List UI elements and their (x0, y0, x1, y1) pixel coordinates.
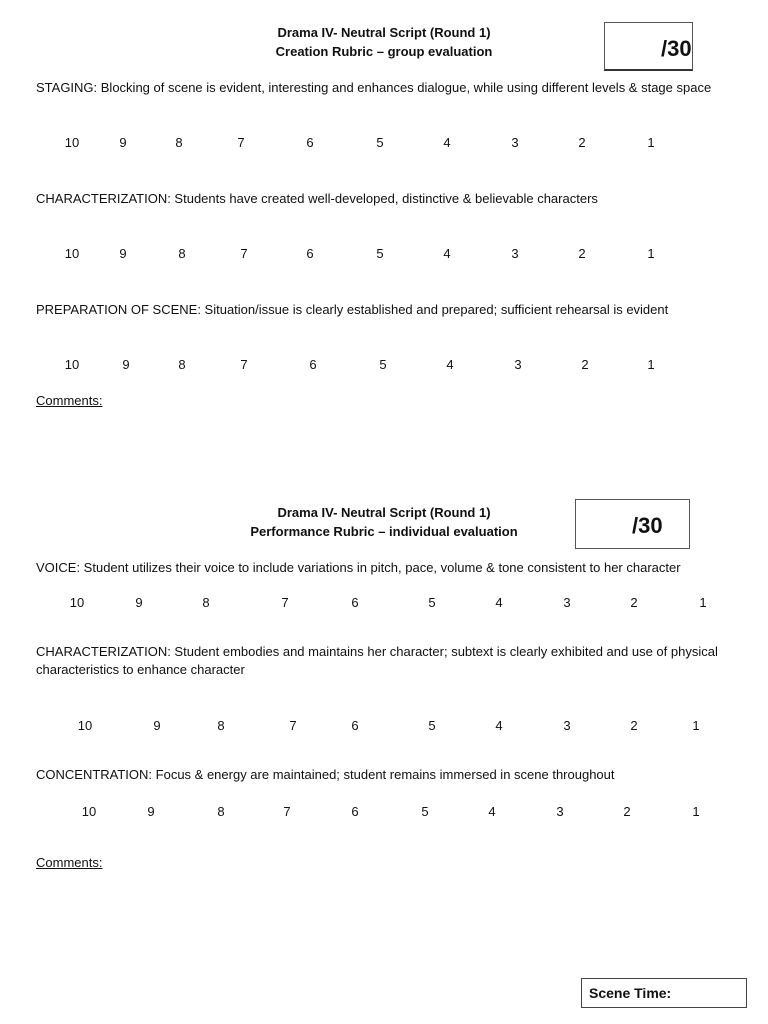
score-option-3[interactable]: 3 (511, 135, 519, 150)
score-option-7[interactable]: 7 (289, 718, 297, 733)
score-option-6[interactable]: 6 (306, 246, 314, 261)
score-option-10[interactable]: 10 (64, 246, 80, 261)
score-option-4[interactable]: 4 (495, 718, 503, 733)
score-option-7[interactable]: 7 (283, 804, 291, 819)
score-option-3[interactable]: 3 (514, 357, 522, 372)
score-option-6[interactable]: 6 (351, 595, 359, 610)
score-option-2[interactable]: 2 (630, 595, 638, 610)
score-option-1[interactable]: 1 (692, 804, 700, 819)
score-option-6[interactable]: 6 (351, 804, 359, 819)
score-option-10[interactable]: 10 (64, 357, 80, 372)
performance-comments-label: Comments: (36, 855, 103, 870)
score-option-6[interactable]: 6 (351, 718, 359, 733)
creation-scale-staging (0, 134, 768, 152)
performance-scale-concentration (0, 803, 768, 821)
score-option-2[interactable]: 2 (578, 246, 586, 261)
score-option-5[interactable]: 5 (376, 135, 384, 150)
creation-scale-characterization (0, 245, 768, 263)
score-option-1[interactable]: 1 (647, 357, 655, 372)
creation-comments-label: Comments: (36, 393, 103, 408)
score-option-9[interactable]: 9 (119, 246, 127, 261)
score-option-10[interactable]: 10 (77, 718, 93, 733)
score-option-8[interactable]: 8 (175, 135, 183, 150)
score-option-6[interactable]: 6 (306, 135, 314, 150)
creation-title-line1: Drama IV- Neutral Script (Round 1) (277, 25, 491, 40)
score-option-9[interactable]: 9 (147, 804, 155, 819)
scene-time-label: Scene Time: (589, 985, 672, 1001)
creation-criterion-characterization: CHARACTERIZATION: Students have created well-developed, distinctive & believable characters (36, 191, 598, 206)
score-option-3[interactable]: 3 (556, 804, 564, 819)
score-option-4[interactable]: 4 (443, 135, 451, 150)
score-option-10[interactable]: 10 (81, 804, 97, 819)
creation-criterion-staging: STAGING: Blocking of scene is evident, interesting and enhances dialogue, while using different levels & stage space (36, 80, 712, 95)
score-option-2[interactable]: 2 (630, 718, 638, 733)
score-option-5[interactable]: 5 (428, 718, 436, 733)
score-option-8[interactable]: 8 (178, 246, 186, 261)
score-option-8[interactable]: 8 (178, 357, 186, 372)
score-option-3[interactable]: 3 (563, 595, 571, 610)
score-option-8[interactable]: 8 (217, 804, 225, 819)
score-option-3[interactable]: 3 (511, 246, 519, 261)
performance-title-line1: Drama IV- Neutral Script (Round 1) (277, 505, 491, 520)
score-option-6[interactable]: 6 (309, 357, 317, 372)
score-option-5[interactable]: 5 (379, 357, 387, 372)
performance-criterion-characterization: CHARACTERIZATION: Student embodies and maintains her character; subtext is clearly exhibited and use of physical characteristics to enhance character (36, 644, 718, 677)
creation-score-box[interactable] (604, 22, 693, 71)
score-option-4[interactable]: 4 (443, 246, 451, 261)
score-option-10[interactable]: 10 (64, 135, 80, 150)
creation-scale-preparation (0, 356, 768, 374)
score-option-2[interactable]: 2 (581, 357, 589, 372)
performance-score-total: /30 (632, 513, 663, 538)
score-option-1[interactable]: 1 (647, 135, 655, 150)
performance-score-box[interactable] (575, 499, 690, 549)
score-option-7[interactable]: 7 (240, 357, 248, 372)
score-option-8[interactable]: 8 (202, 595, 210, 610)
score-option-9[interactable]: 9 (119, 135, 127, 150)
score-option-4[interactable]: 4 (495, 595, 503, 610)
score-option-1[interactable]: 1 (692, 718, 700, 733)
score-option-9[interactable]: 9 (153, 718, 161, 733)
score-option-5[interactable]: 5 (428, 595, 436, 610)
score-option-5[interactable]: 5 (421, 804, 429, 819)
score-option-10[interactable]: 10 (69, 595, 85, 610)
creation-title-line2: Creation Rubric – group evaluation (275, 44, 493, 59)
score-option-5[interactable]: 5 (376, 246, 384, 261)
performance-criterion-voice: VOICE: Student utilizes their voice to include variations in pitch, pace, volume & tone consistent to her character (36, 560, 681, 575)
score-option-4[interactable]: 4 (488, 804, 496, 819)
score-option-9[interactable]: 9 (135, 595, 143, 610)
scene-time-box[interactable] (581, 978, 747, 1008)
score-option-2[interactable]: 2 (623, 804, 631, 819)
creation-criterion-preparation: PREPARATION OF SCENE: Situation/issue is clearly established and prepared; sufficient rehearsal is evident (36, 302, 669, 317)
performance-criterion-concentration: CONCENTRATION: Focus & energy are maintained; student remains immersed in scene throughout (36, 767, 615, 782)
score-option-8[interactable]: 8 (217, 718, 225, 733)
score-option-4[interactable]: 4 (446, 357, 454, 372)
score-option-9[interactable]: 9 (122, 357, 130, 372)
performance-title-line2: Performance Rubric – individual evaluation (250, 524, 518, 539)
score-option-7[interactable]: 7 (281, 595, 289, 610)
score-option-1[interactable]: 1 (647, 246, 655, 261)
performance-scale-characterization (0, 717, 768, 735)
performance-scale-voice (0, 594, 768, 612)
score-option-2[interactable]: 2 (578, 135, 586, 150)
creation-score-total: /30 (661, 36, 692, 61)
score-option-7[interactable]: 7 (240, 246, 248, 261)
score-option-3[interactable]: 3 (563, 718, 571, 733)
score-option-1[interactable]: 1 (699, 595, 707, 610)
score-option-7[interactable]: 7 (237, 135, 245, 150)
